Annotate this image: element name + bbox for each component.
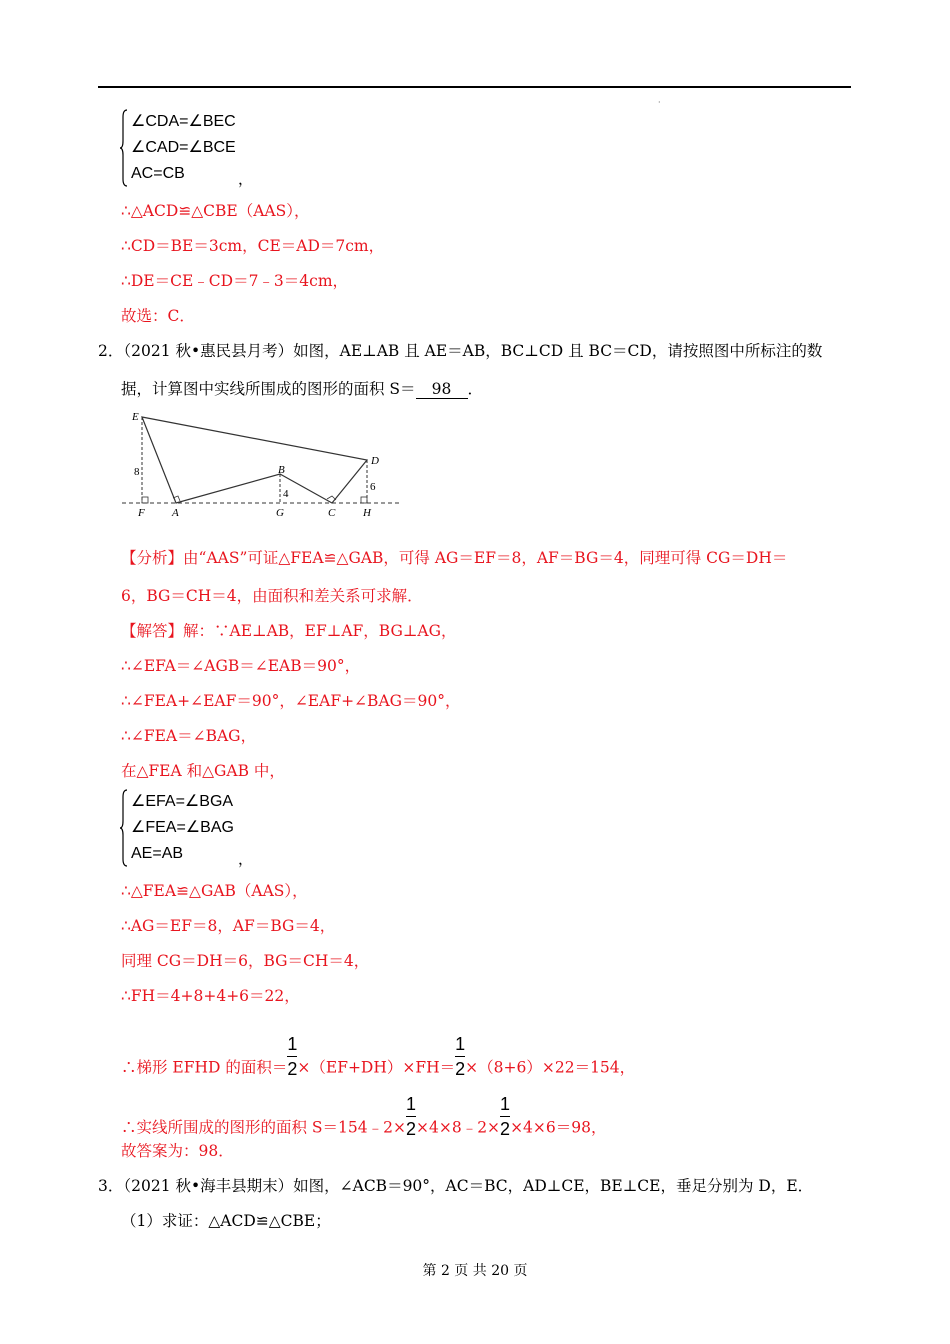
solution-line: ∴∠FEA+∠EAF＝90°，∠EAF+∠BAG＝90°，: [121, 692, 461, 710]
fraction-half: [287, 1033, 297, 1080]
system-row: ∠EFA=∠BGA: [131, 793, 234, 810]
point-label-c: C: [328, 507, 336, 519]
system-row: AC=CB: [131, 165, 185, 182]
solution-text: 解：∵AE⊥AB，EF⊥AF，BG⊥AG，: [183, 622, 457, 640]
length-label-ef: 8: [134, 466, 140, 478]
question-text: （2021 秋•海丰县期末）如图，∠ACB＝90°，AC＝BC，AD⊥CE，BE⊥CE，垂足分别为 D，E．: [123, 1177, 814, 1195]
system-comma: ，: [238, 850, 254, 868]
solution-text: ∴梯形 EFHD 的面积＝: [121, 1058, 288, 1077]
analysis-tag: 【分析】: [121, 549, 184, 567]
analysis-line-1: [121, 548, 787, 568]
solution-text: ×（EF+DH）×FH＝: [297, 1058, 456, 1077]
figure-outline: [142, 417, 367, 503]
fraction-numerator: 1: [287, 1034, 298, 1054]
fraction-denominator: 2: [455, 1059, 466, 1079]
solution-line: [121, 621, 457, 641]
point-label-f: F: [138, 507, 145, 519]
question-3-sub-1: （1）求证：△ACD≌△CBE；: [121, 1212, 331, 1230]
fraction-numerator: 1: [455, 1034, 466, 1054]
solution-line: ∴△FEA≌△GAB（AAS），: [121, 882, 308, 900]
system-row: AE=AB: [131, 845, 184, 862]
right-angle-mark: [142, 497, 148, 503]
solution-line: ∴AG＝EF＝8，AF＝BG＝4，: [121, 917, 336, 935]
solution-line: 同理 CG＝DH＝6，BG＝CH＝4，: [121, 952, 370, 970]
fraction-half: [406, 1093, 416, 1140]
point-label-h: H: [363, 507, 371, 519]
solution-line: 故答案为：98．: [121, 1142, 234, 1160]
header-dot: ·: [658, 98, 661, 107]
solution-line: ∴FH＝4+8+4+6＝22，: [121, 987, 300, 1005]
point-label-g: G: [276, 507, 284, 519]
question-number: 3．: [98, 1177, 124, 1195]
solution-line: ∴△ACD≌△CBE（AAS），: [121, 202, 310, 220]
question-text: （2021 秋•惠民县月考）如图，AE⊥AB 且 AE＝AB，BC⊥CD 且 BC＝CD，请按照图中所标注的数: [123, 342, 823, 360]
question-text: 据，计算图中实线所围成的图形的面积 S＝: [121, 380, 416, 398]
analysis-text: 由“AAS”可证△FEA≌△GAB，可得 AG＝EF＝8，AF＝BG＝4，同理可得 CG＝DH＝: [183, 549, 788, 567]
header-rule: [98, 86, 851, 88]
solution-line: 故选：C．: [121, 307, 195, 325]
right-angle-mark: [361, 497, 367, 503]
fraction-half: [455, 1033, 465, 1080]
equation-system-1: [120, 109, 236, 187]
solution-line: ∴∠FEA＝∠BAG，: [121, 727, 257, 745]
page-footer: 第 2 页 共 20 页: [422, 1263, 528, 1279]
left-brace-icon: [120, 789, 128, 867]
solution-line: ∴CD＝BE＝3cm，CE＝AD＝7cm，: [121, 237, 385, 255]
question-2-line-1: [98, 341, 822, 361]
system-row: ∠CDA=∠BEC: [131, 113, 236, 130]
question-3-line-1: [98, 1176, 813, 1196]
fraction-half: [500, 1093, 510, 1140]
question-text: ．: [467, 380, 484, 398]
fraction-denominator: 2: [405, 1119, 416, 1139]
solution-tag: 【解答】: [121, 622, 184, 640]
fraction-denominator: 2: [500, 1119, 511, 1139]
point-label-d: D: [371, 455, 379, 467]
point-label-e: E: [132, 411, 139, 423]
system-row: ∠CAD=∠BCE: [131, 139, 236, 156]
geometry-figure: [120, 405, 410, 520]
system-comma: ，: [238, 170, 254, 188]
answer-blank: 98: [416, 381, 468, 399]
solution-text: ×（8+6）×22＝154，: [465, 1058, 636, 1077]
system-row: ∠FEA=∠BAG: [131, 819, 234, 836]
fraction-numerator: 1: [500, 1094, 511, 1114]
fraction-numerator: 1: [405, 1094, 416, 1114]
point-label-b: B: [278, 464, 285, 476]
solution-text: ∴实线所围成的图形的面积 S＝154﹣2×: [121, 1118, 406, 1137]
question-2-line-2: [121, 379, 483, 399]
equation-system-2: [120, 789, 234, 867]
left-brace-icon: [120, 109, 128, 187]
solution-text: ×4×8﹣2×: [416, 1118, 501, 1137]
length-label-dh: 6: [370, 481, 376, 493]
solution-line-trapezoid: [121, 1034, 636, 1092]
point-label-a: A: [172, 507, 179, 519]
fraction-denominator: 2: [287, 1059, 298, 1079]
solution-line: ∴DE＝CE﹣CD＝7﹣3＝4cm，: [121, 272, 349, 290]
question-number: 2．: [98, 342, 124, 360]
solution-text: ×4×6＝98，: [510, 1118, 607, 1137]
length-label-bg: 4: [283, 488, 289, 500]
analysis-line-2: 6，BG＝CH＝4，由面积和差关系可求解．: [121, 587, 423, 605]
solution-line: ∴∠EFA＝∠AGB＝∠EAB＝90°，: [121, 657, 361, 675]
solution-line: 在△FEA 和△GAB 中，: [121, 762, 285, 780]
